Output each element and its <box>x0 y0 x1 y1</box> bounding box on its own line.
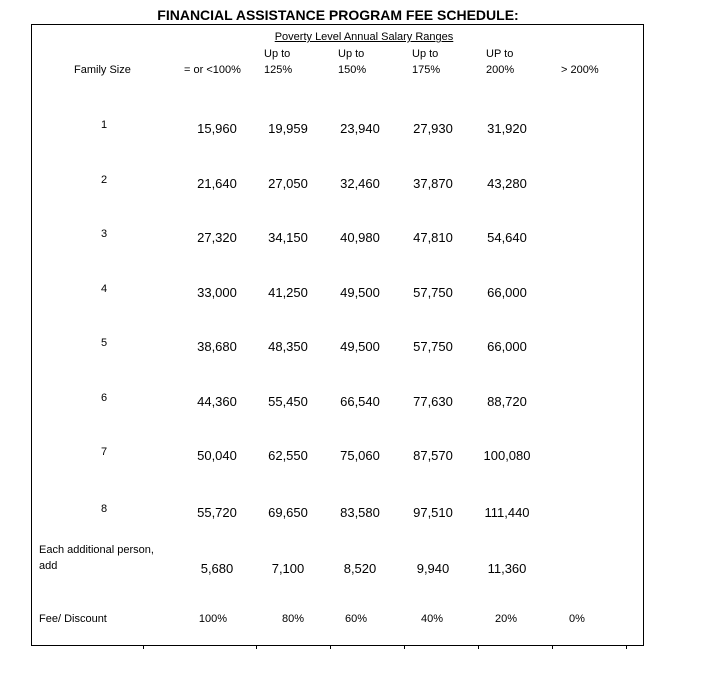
column-header-line1: Up to <box>338 48 365 60</box>
fee-value-cell: 47,810 <box>413 230 453 245</box>
fee-value-cell: 19,959 <box>268 121 308 136</box>
column-header-line2: 125% <box>264 64 293 76</box>
fee-value-cell: 40,980 <box>340 230 380 245</box>
fee-value-cell: 66,000 <box>487 339 527 354</box>
family-size-cell: 2 <box>100 174 108 186</box>
fee-value-cell: 41,250 <box>268 285 308 300</box>
additional-value-cell: 7,100 <box>271 561 305 576</box>
column-header-line1: Up to <box>264 48 291 60</box>
fee-value-cell: 27,050 <box>268 176 308 191</box>
fee-value-cell: 33,000 <box>197 285 237 300</box>
family-size-cell: 1 <box>100 119 108 131</box>
fee-value-cell: 31,920 <box>487 121 527 136</box>
column-header-line2: 200% <box>486 64 515 76</box>
fee-value-cell: 43,280 <box>487 176 527 191</box>
family-size-cell: 6 <box>100 392 108 404</box>
additional-value-cell: 8,520 <box>343 561 377 576</box>
family-size-cell: 3 <box>100 228 108 240</box>
fee-value-cell: 55,720 <box>197 505 237 520</box>
discount-value-cell: 40% <box>420 613 444 625</box>
fee-value-cell: 57,750 <box>413 339 453 354</box>
discount-value-cell: 60% <box>344 613 368 625</box>
fee-value-cell: 62,550 <box>268 448 308 463</box>
column-header-line1: Up to <box>412 48 439 60</box>
fee-value-cell: 97,510 <box>413 505 453 520</box>
discount-label: Fee/ Discount <box>39 613 107 625</box>
fee-value-cell: 111,440 <box>484 505 530 520</box>
document-title: FINANCIAL ASSISTANCE PROGRAM FEE SCHEDULE: <box>157 7 519 23</box>
discount-value-cell: 100% <box>198 613 228 625</box>
additional-value-cell: 9,940 <box>416 561 450 576</box>
fee-value-cell: 69,650 <box>268 505 308 520</box>
fee-value-cell: 77,630 <box>413 394 453 409</box>
fee-value-cell: 38,680 <box>197 339 237 354</box>
column-header-line2: > 200% <box>561 64 599 76</box>
fee-value-cell: 37,870 <box>413 176 453 191</box>
column-header-line2: 175% <box>412 64 441 76</box>
fee-value-cell: 49,500 <box>340 285 380 300</box>
additional-value-cell: 5,680 <box>200 561 234 576</box>
fee-value-cell: 75,060 <box>340 448 380 463</box>
fee-value-cell: 32,460 <box>340 176 380 191</box>
fee-value-cell: 21,640 <box>197 176 237 191</box>
additional-value-cell: 11,360 <box>487 561 527 576</box>
family-size-header: Family Size <box>74 64 131 76</box>
fee-value-cell: 83,580 <box>340 505 380 520</box>
fee-value-cell: 23,940 <box>340 121 380 136</box>
discount-value-cell: 0% <box>569 613 585 625</box>
fee-value-cell: 66,540 <box>340 394 380 409</box>
fee-value-cell: 49,500 <box>340 339 380 354</box>
fee-value-cell: 27,320 <box>197 230 237 245</box>
fee-value-cell: 55,450 <box>268 394 308 409</box>
discount-value-cell: 20% <box>494 613 518 625</box>
fee-value-cell: 66,000 <box>487 285 527 300</box>
column-header-line2: = or <100% <box>184 64 241 76</box>
column-header-line2: 150% <box>338 64 367 76</box>
table-bottom-ticks <box>31 645 644 649</box>
family-size-cell: 4 <box>100 283 108 295</box>
family-size-cell: 8 <box>100 503 108 515</box>
fee-value-cell: 27,930 <box>413 121 453 136</box>
fee-value-cell: 15,960 <box>197 121 237 136</box>
fee-value-cell: 54,640 <box>487 230 527 245</box>
additional-person-label: add <box>39 560 58 572</box>
fee-value-cell: 57,750 <box>413 285 453 300</box>
discount-value-cell: 80% <box>281 613 305 625</box>
fee-value-cell: 87,570 <box>413 448 453 463</box>
fee-value-cell: 48,350 <box>268 339 308 354</box>
fee-value-cell: 50,040 <box>197 448 237 463</box>
family-size-cell: 7 <box>100 446 108 458</box>
fee-value-cell: 44,360 <box>197 394 237 409</box>
column-header-line1: UP to <box>486 48 514 60</box>
poverty-level-header: Poverty Level Annual Salary Ranges <box>274 31 454 43</box>
fee-value-cell: 34,150 <box>268 230 308 245</box>
fee-value-cell: 88,720 <box>487 394 527 409</box>
fee-value-cell: 100,080 <box>483 448 531 463</box>
family-size-cell: 5 <box>100 337 108 349</box>
additional-person-label: Each additional person, <box>39 544 154 556</box>
